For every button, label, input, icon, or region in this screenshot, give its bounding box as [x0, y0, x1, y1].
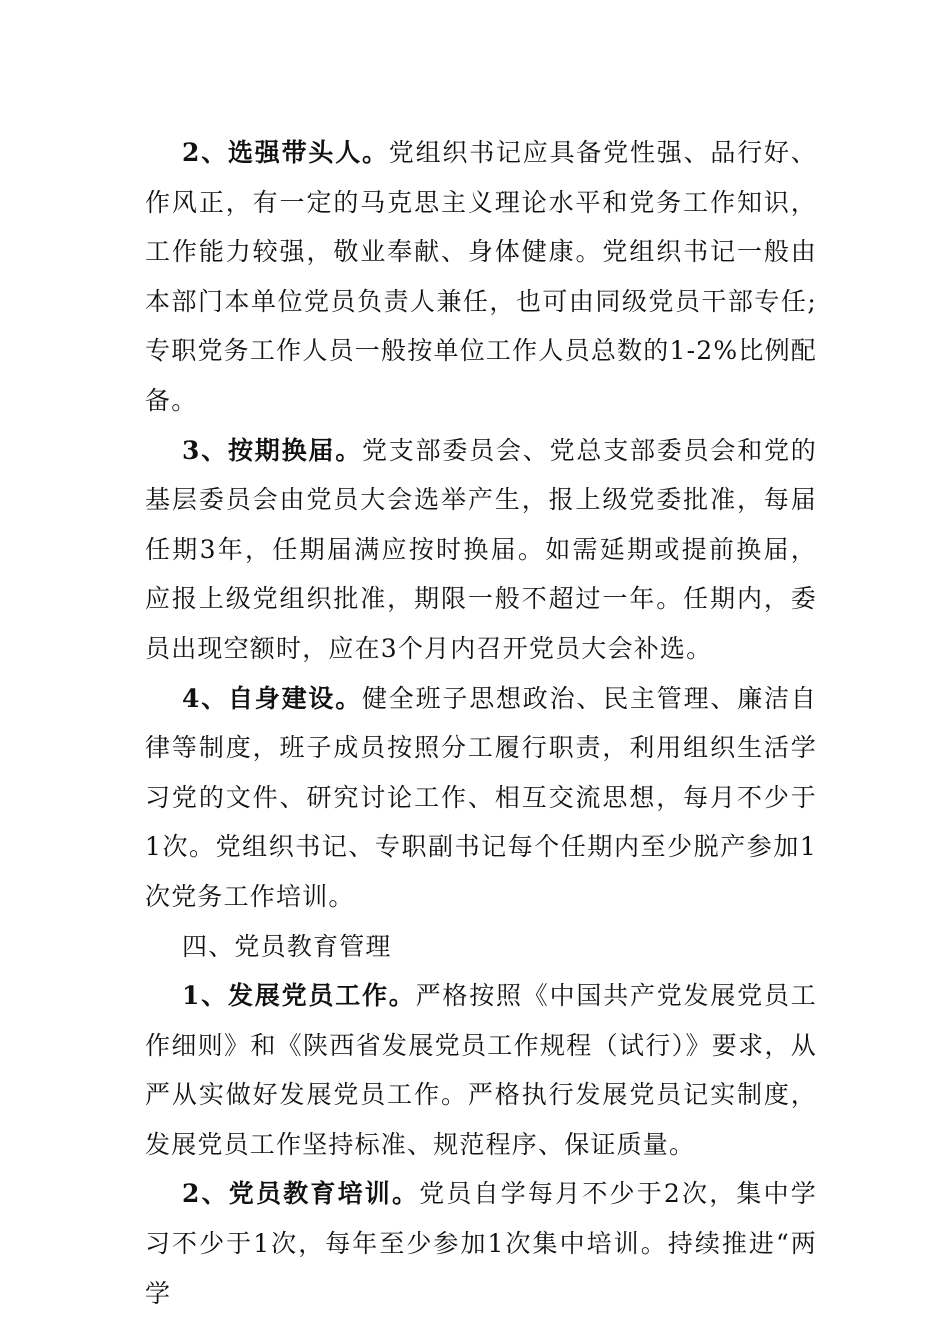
paragraph-heading: 4、自身建设。 — [182, 683, 362, 713]
paragraph-heading: 2、党员教育培训。 — [182, 1179, 420, 1209]
paragraph-heading: 1、发展党员工作。 — [182, 981, 416, 1011]
paragraph-member-development — [145, 971, 817, 1169]
paragraph-self-building — [145, 674, 817, 922]
paragraph-term-election — [145, 426, 817, 674]
document-body — [145, 128, 817, 1318]
section-title: 四、党员教育管理 — [182, 931, 392, 961]
paragraph-member-training — [145, 1169, 817, 1318]
paragraph-text: 党支部委员会、党总支部委员会和党的基层委员会由党员大会选举产生，报上级党委批准，每届任期3年，任期届满应按时换届。如需延期或提前换届，应报上级党组织批准，期限一般不超过一年。任期内，委员出现空额时，应在3个月内召开党员大会补选。 — [145, 435, 817, 663]
paragraph-select-leader — [145, 128, 817, 426]
paragraph-text: 健全班子思想政治、民主管理、廉洁自律等制度，班子成员按照分工履行职责，利用组织生活学习党的文件、研究讨论工作、相互交流思想，每月不少于1次。党组织书记、专职副书记每个任期内至少脱产参加1次党务工作培训。 — [145, 683, 817, 911]
paragraph-text: 严格按照《中国共产党发展党员工作细则》和《陕西省发展党员工作规程（试行）》要求，从严从实做好发展党员工作。严格执行发展党员记实制度，发展党员工作坚持标准、规范程序、保证质量。 — [145, 981, 817, 1159]
paragraph-text: 党员自学每月不少于2次，集中学习不少于1次，每年至少参加1次集中培训。持续推进“两学 — [145, 1179, 817, 1308]
paragraph-heading: 3、按期换届。 — [182, 435, 362, 465]
paragraph-heading: 2、选强带头人。 — [182, 138, 389, 167]
paragraph-text: 党组织书记应具备党性强、品行好、作风正，有一定的马克思主义理论水平和党务工作知识，工作能力较强，敬业奉献、身体健康。党组织书记一般由本部门本单位党员负责人兼任，也可由同级党员干部专任;专职党务工作人员一般按单位工作人员总数的1-2%比例配备。 — [145, 138, 817, 415]
